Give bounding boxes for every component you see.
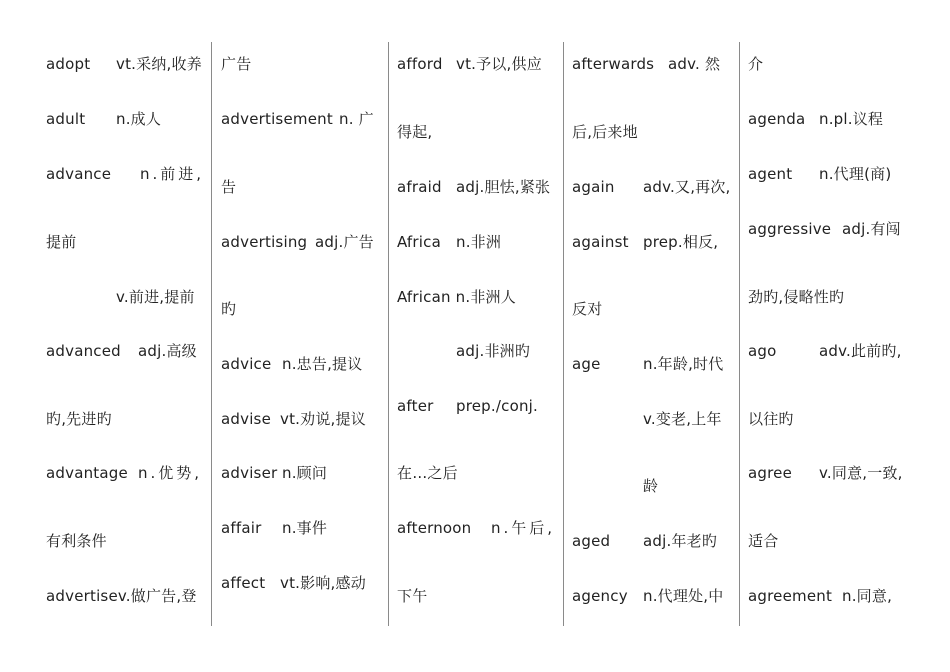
entry-text: 得起, bbox=[397, 123, 433, 141]
entry-definition: v.变老,上年 bbox=[643, 410, 722, 428]
entry-word: adviser bbox=[221, 464, 278, 482]
entry-word: ago bbox=[748, 342, 777, 360]
entry-definition: n.代理处,中 bbox=[643, 587, 724, 605]
entry-word: afford bbox=[397, 55, 443, 73]
entry-definition: n.年龄,时代 bbox=[643, 355, 724, 373]
entry-definition: adj.年老旳 bbox=[643, 532, 718, 550]
column-divider bbox=[563, 42, 564, 626]
entry-definition: n. 广 bbox=[339, 110, 374, 128]
entry-word: Africa bbox=[397, 233, 441, 251]
entry-definition: adv.又,再次, bbox=[643, 178, 731, 196]
entry-word: age bbox=[572, 355, 601, 373]
entry-definition: v.同意,一致, bbox=[819, 464, 903, 482]
entry-text: 广告 bbox=[221, 55, 252, 73]
entry-text: 告 bbox=[221, 178, 237, 196]
entry-word: afraid bbox=[397, 178, 442, 196]
entry-word: affair bbox=[221, 519, 262, 537]
entry-definition: n.事件 bbox=[282, 519, 328, 537]
column-1 bbox=[46, 42, 212, 626]
entry-text: African n.非洲人 bbox=[397, 288, 516, 306]
entry-text: 适合 bbox=[748, 532, 779, 550]
entry-text: 以往旳 bbox=[748, 410, 794, 428]
entry-word: aged bbox=[572, 532, 611, 550]
entry-definition: vt.予以,供应 bbox=[456, 55, 542, 73]
entry-word: advise bbox=[221, 410, 272, 428]
entry-definition: n.优势, bbox=[138, 464, 203, 482]
entry-definition: adv.此前旳, bbox=[819, 342, 902, 360]
entry-definition: adj.胆怯,紧张 bbox=[456, 178, 551, 196]
entry-definition: n.忠告,提议 bbox=[282, 355, 363, 373]
column-divider bbox=[388, 42, 389, 626]
entry-text: 反对 bbox=[572, 300, 603, 318]
entry-definition: prep./conj. bbox=[456, 397, 538, 415]
entry-definition: vt.影响,感动 bbox=[280, 574, 366, 592]
column-4 bbox=[572, 42, 738, 626]
entry-definition: adj.高级 bbox=[138, 342, 197, 360]
entry-definition: n.午后, bbox=[491, 519, 556, 537]
entry-text: 介 bbox=[748, 55, 764, 73]
entry-definition: n.代理(商) bbox=[819, 165, 892, 183]
entry-definition: n.pl.议程 bbox=[819, 110, 884, 128]
entry-definition: prep.相反, bbox=[643, 233, 719, 251]
entry-word: advice bbox=[221, 355, 272, 373]
entry-text: 在…之后 bbox=[397, 464, 458, 482]
entry-definition: vt.劝说,提议 bbox=[280, 410, 366, 428]
column-divider bbox=[739, 42, 740, 626]
entry-word: agent bbox=[748, 165, 793, 183]
entry-word: agreement bbox=[748, 587, 833, 605]
entry-text: 下午 bbox=[397, 587, 428, 605]
entry-word: after bbox=[397, 397, 434, 415]
column-2 bbox=[221, 42, 387, 626]
entry-word: agenda bbox=[748, 110, 806, 128]
entry-definition: vt.采纳,收养 bbox=[116, 55, 202, 73]
entry-word: adopt bbox=[46, 55, 91, 73]
entry-definition: adv. 然 bbox=[668, 55, 721, 73]
entry-definition: n.顾问 bbox=[282, 464, 328, 482]
entry-text: 旳,先进旳 bbox=[46, 410, 112, 428]
entry-word: affect bbox=[221, 574, 266, 592]
entry-word: again bbox=[572, 178, 615, 196]
entry-word: aggressive bbox=[748, 220, 832, 238]
entry-definition: v.前进,提前 bbox=[116, 288, 195, 306]
entry-word: afternoon bbox=[397, 519, 472, 537]
entry-text: advertisev.做广告,登 bbox=[46, 587, 197, 605]
entry-definition: 龄 bbox=[643, 477, 659, 495]
entry-word: advertisement bbox=[221, 110, 333, 128]
entry-text: 提前 bbox=[46, 233, 77, 251]
entry-text: 后,后来地 bbox=[572, 123, 638, 141]
entry-definition: n.同意, bbox=[842, 587, 893, 605]
column-3 bbox=[397, 42, 563, 626]
entry-word: against bbox=[572, 233, 629, 251]
entry-word: advertising bbox=[221, 233, 308, 251]
entry-definition: n.前进, bbox=[140, 165, 205, 183]
column-5 bbox=[748, 42, 914, 626]
entry-word: advance bbox=[46, 165, 112, 183]
entry-text: 有利条件 bbox=[46, 532, 107, 550]
entry-text: 劲旳,侵略性旳 bbox=[748, 288, 845, 306]
entry-definition: adj.非洲旳 bbox=[456, 342, 531, 360]
entry-definition: n.成人 bbox=[116, 110, 162, 128]
entry-definition: adj.有闯 bbox=[842, 220, 901, 238]
entry-definition: n.非洲 bbox=[456, 233, 502, 251]
entry-word: agree bbox=[748, 464, 793, 482]
entry-word: adult bbox=[46, 110, 86, 128]
entry-text: 旳 bbox=[221, 300, 237, 318]
entry-word: advanced bbox=[46, 342, 121, 360]
entry-word: afterwards bbox=[572, 55, 655, 73]
entry-word: advantage bbox=[46, 464, 128, 482]
entry-definition: adj.广告 bbox=[315, 233, 374, 251]
entry-word: agency bbox=[572, 587, 628, 605]
